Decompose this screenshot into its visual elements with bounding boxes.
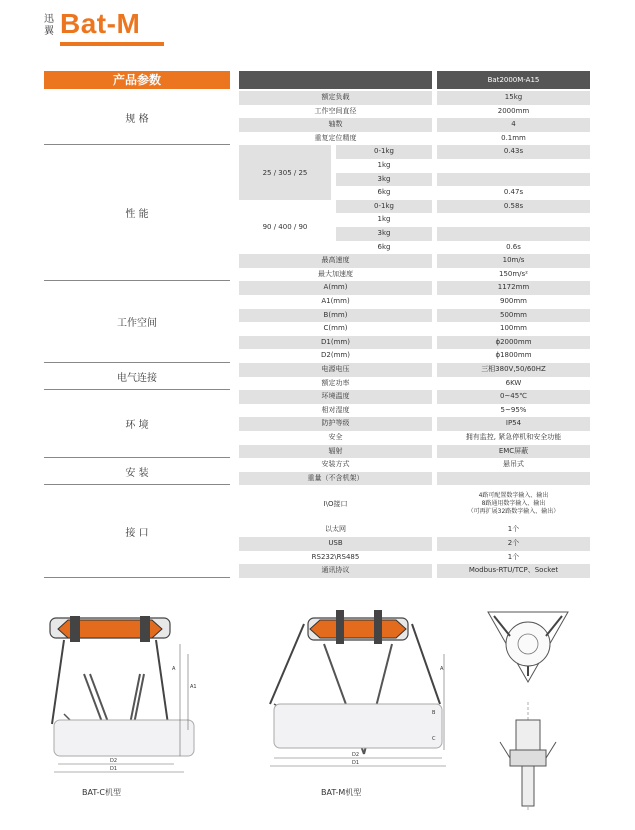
caption-bat-c: BAT-C机型 [82, 788, 121, 797]
spec-param-label: 额定负载 [239, 91, 432, 105]
spec-param-label: 以太网 [325, 525, 346, 534]
spec-category-label: 环 境 [44, 390, 230, 458]
spec-header-model: Bat2000M-A15 [437, 71, 590, 89]
spec-value: 1172mm [437, 281, 590, 295]
cycle-load: 0-1kg [336, 145, 432, 159]
cycle-group-label: 90 / 400 / 90 [262, 222, 308, 231]
spec-value: ϕ1800mm [495, 351, 532, 360]
cycle-time [437, 227, 590, 241]
spec-category-label: 规 格 [44, 91, 230, 145]
spec-value: 0~45℃ [437, 390, 590, 404]
cycle-time: 0.43s [437, 145, 590, 159]
spec-value: 0.1mm [501, 133, 526, 142]
spec-value: 100mm [500, 324, 527, 333]
spec-value: ϕ2000mm [437, 336, 590, 350]
cycle-time [437, 213, 590, 227]
spec-param-label: 重复定位精度 [314, 133, 357, 142]
io-description-line: （可再扩展32路数字输入、输出） [467, 508, 560, 516]
spec-category-label: 接 口 [44, 485, 230, 577]
cycle-load: 1kg [377, 161, 391, 169]
caption-bat-m: BAT-M机型 [321, 788, 362, 797]
spec-value: 10m/s [437, 254, 590, 268]
spec-value: 150m/s² [499, 269, 528, 278]
spec-param-label: C(mm) [323, 324, 348, 333]
brand-underline [60, 42, 164, 46]
spec-value: IP54 [437, 417, 590, 431]
spec-value [437, 472, 590, 486]
spec-value: 900mm [500, 297, 527, 305]
spec-value: 6KW [505, 378, 522, 387]
spec-value: 拥有监控, 紧急停机和安全功能 [465, 433, 562, 441]
spec-category-label: 工作空间 [44, 281, 230, 363]
spec-value: 2个 [437, 537, 590, 551]
brand-chinese-name: 迅翼 [44, 14, 54, 37]
dim-label-d2-m: D2 [352, 752, 360, 758]
spec-value: 三相380V,50/60HZ [437, 363, 590, 377]
cycle-time: 0.47s [503, 188, 524, 197]
dim-label-a-m: A [440, 666, 444, 672]
cycle-time: 0.58s [437, 200, 590, 214]
brand-model-name: Bat-M [60, 8, 141, 39]
io-description-line: 4路可配置数字输入、输出 [478, 492, 549, 500]
spec-value: 1个 [507, 552, 520, 561]
dim-label-d1-m: D1 [352, 760, 360, 766]
spec-param-label: USB [239, 537, 432, 551]
dim-label-a1: A1 [190, 684, 197, 690]
cycle-time [437, 173, 590, 187]
spec-param-label: 工作空间直径 [314, 106, 357, 115]
spec-value: 4 [437, 118, 590, 132]
cycle-load: 1kg [377, 215, 391, 224]
spec-value: 15kg [437, 91, 590, 105]
bat-c-drawing [44, 604, 204, 784]
cycle-load: 3kg [336, 227, 432, 241]
cycle-load: 0-1kg [336, 200, 432, 214]
spec-value: Modbus-RTU/TCP、Socket [437, 564, 590, 578]
cycle-load: 3kg [336, 173, 432, 187]
spec-category-label: 安 装 [44, 458, 230, 485]
spec-category-label: 电气连接 [44, 363, 230, 390]
dim-label-b-m: B [432, 710, 436, 716]
spec-param-label: 最高速度 [239, 254, 432, 268]
spec-param-label: 电源电压 [239, 363, 432, 377]
spec-param-label: 安全 [328, 433, 343, 441]
spec-table-title: 产品参数 [44, 71, 230, 89]
cycle-load: 6kg [377, 188, 391, 197]
io-description [437, 485, 590, 523]
spec-param-label: 相对湿度 [321, 405, 350, 414]
dim-label-a: A [172, 666, 176, 672]
spec-param-label: I\O接口 [323, 500, 348, 509]
dim-label-d2: D2 [110, 758, 118, 764]
spec-param-label: D2(mm) [321, 351, 350, 360]
top-and-side-view-drawing [480, 602, 576, 822]
dim-label-c-m: C [432, 736, 436, 742]
io-description-line: 8路通用数字输入、输出 [481, 500, 546, 508]
spec-param-label: 安装方式 [321, 460, 350, 469]
spec-value: EMC屏蔽 [437, 445, 590, 459]
spec-param-label: 环境温度 [239, 390, 432, 404]
dim-label-d1: D1 [110, 766, 118, 772]
spec-param-label: 通讯协议 [239, 564, 432, 578]
spec-param-label: 重量（不含机架） [239, 472, 432, 486]
spec-param-label: B(mm) [239, 309, 432, 323]
cycle-group-label: 25 / 305 / 25 [239, 145, 331, 199]
spec-value: 2000mm [497, 106, 530, 115]
spec-param-label: 最大加速度 [318, 269, 353, 278]
spec-param-label: A1(mm) [321, 297, 350, 305]
cycle-time: 0.6s [506, 242, 521, 251]
spec-param-label: A(mm) [239, 281, 432, 295]
spec-value: 500mm [437, 309, 590, 323]
bat-m-drawing [264, 604, 454, 784]
spec-param-label: D1(mm) [239, 336, 432, 350]
cycle-time [437, 159, 590, 173]
spec-param-label: 辐射 [239, 445, 432, 459]
spec-param-label: RS232\RS485 [311, 552, 360, 561]
spec-value: 悬吊式 [503, 460, 524, 469]
spec-category-label: 性 能 [44, 145, 230, 281]
spec-param-label: 防护等级 [239, 417, 432, 431]
cycle-load: 6kg [377, 242, 391, 251]
spec-value: 1个 [507, 525, 520, 534]
spec-header-param-column [239, 71, 432, 89]
spec-value: 5~95% [500, 405, 527, 414]
spec-param-label: 轴数 [239, 118, 432, 132]
spec-param-label: 额定功率 [321, 378, 350, 387]
